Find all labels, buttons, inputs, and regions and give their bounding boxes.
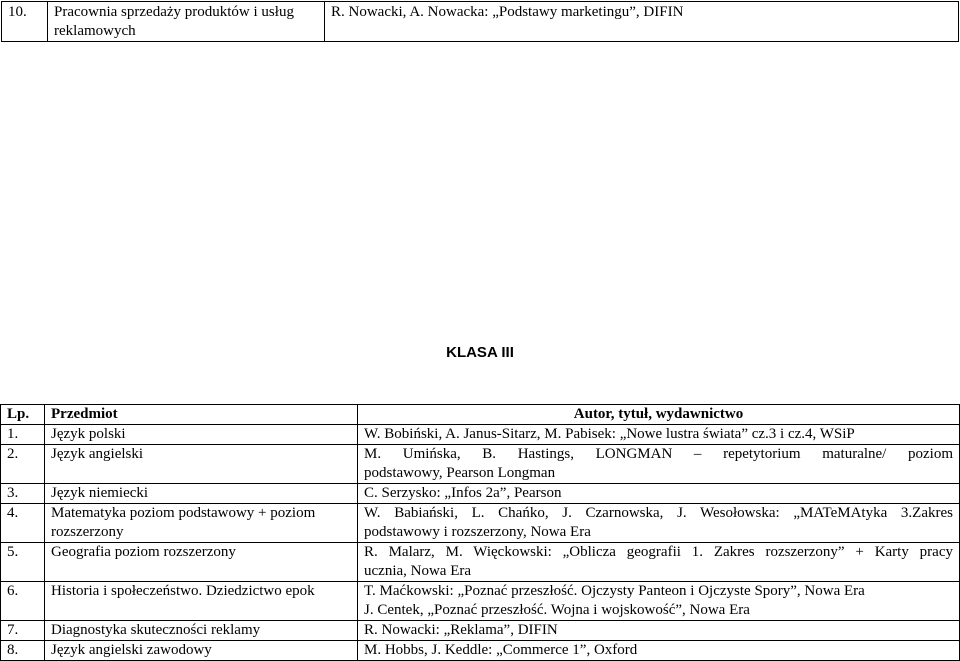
row-number: 6. xyxy=(1,582,45,621)
subject-cell: Diagnostyka skuteczności reklamy xyxy=(45,621,358,641)
table-row xyxy=(1,445,960,484)
author-line: podstawowy i rozszerzony, Nowa Era xyxy=(364,524,591,540)
author-line: R. Malarz, M. Więckowski: „Oblicza geografii 1. Zakres rozszerzony” + Karty pracy xyxy=(364,544,953,560)
class-iii-table xyxy=(0,404,960,661)
subject-cell: Język angielski xyxy=(45,445,358,484)
subject-cell: Język polski xyxy=(45,425,358,445)
table-row xyxy=(2,2,959,42)
author-line: ucznia, Nowa Era xyxy=(364,563,472,579)
table-row xyxy=(1,504,960,543)
table-row xyxy=(1,641,960,661)
author-line: J. Centek, „Poznać przeszłość. Wojna i wojskowość”, Nowa Era xyxy=(364,602,750,618)
row-number: 4. xyxy=(1,504,45,543)
table-row xyxy=(1,484,960,504)
author-line: podstawowy, Pearson Longman xyxy=(364,465,556,481)
table-row xyxy=(1,425,960,445)
subject-cell: Język angielski zawodowy xyxy=(45,641,358,661)
row-number: 8. xyxy=(1,641,45,661)
subject-cell: Matematyka poziom podstawowy + poziom rozszerzony xyxy=(45,504,358,543)
author-cell: R. Nowacki: „Reklama”, DIFIN xyxy=(358,621,960,641)
table-row xyxy=(1,582,960,621)
author-cell: M. Hobbs, J. Keddle: „Commerce 1”, Oxford xyxy=(358,641,960,661)
table-row xyxy=(1,621,960,641)
subject-cell: Historia i społeczeństwo. Dziedzictwo epok xyxy=(45,582,358,621)
row-number: 10. xyxy=(2,2,48,42)
author-cell: W. Bobiński, A. Janus-Sitarz, M. Pabisek: „Nowe lustra świata” cz.3 i cz.4, WSiP xyxy=(358,425,960,445)
row-number: 1. xyxy=(1,425,45,445)
row-number: 5. xyxy=(1,543,45,582)
class-heading: KLASA III xyxy=(446,344,514,361)
row-number: 3. xyxy=(1,484,45,504)
header-lp: Lp. xyxy=(1,405,45,425)
row-number: 2. xyxy=(1,445,45,484)
header-subject: Przedmiot xyxy=(45,405,358,425)
previous-class-table xyxy=(1,1,959,42)
subject-cell: Geografia poziom rozszerzony xyxy=(45,543,358,582)
row-number: 7. xyxy=(1,621,45,641)
author-cell: C. Serzysko: „Infos 2a”, Pearson xyxy=(358,484,960,504)
subject-cell: Pracownia sprzedaży produktów i usług reklamowych xyxy=(48,2,325,42)
author-cell xyxy=(358,504,960,543)
author-cell xyxy=(358,582,960,621)
author-line: W. Babiański, L. Chańko, J. Czarnowska, J. Wesołowska: „MATeMAtyka 3.Zakres xyxy=(364,505,953,521)
author-cell xyxy=(358,445,960,484)
author-line: T. Maćkowski: „Poznać przeszłość. Ojczysty Panteon i Ojczyste Spory”, Nowa Era xyxy=(364,583,865,599)
subject-cell: Język niemiecki xyxy=(45,484,358,504)
author-cell: R. Nowacki, A. Nowacka: „Podstawy marketingu”, DIFIN xyxy=(325,2,959,42)
header-author: Autor, tytuł, wydawnictwo xyxy=(358,405,960,425)
table-row xyxy=(1,543,960,582)
author-cell xyxy=(358,543,960,582)
author-line: M. Umińska, B. Hastings, LONGMAN – repetytorium maturalne/ poziom xyxy=(364,446,953,462)
table-header-row xyxy=(1,405,960,425)
